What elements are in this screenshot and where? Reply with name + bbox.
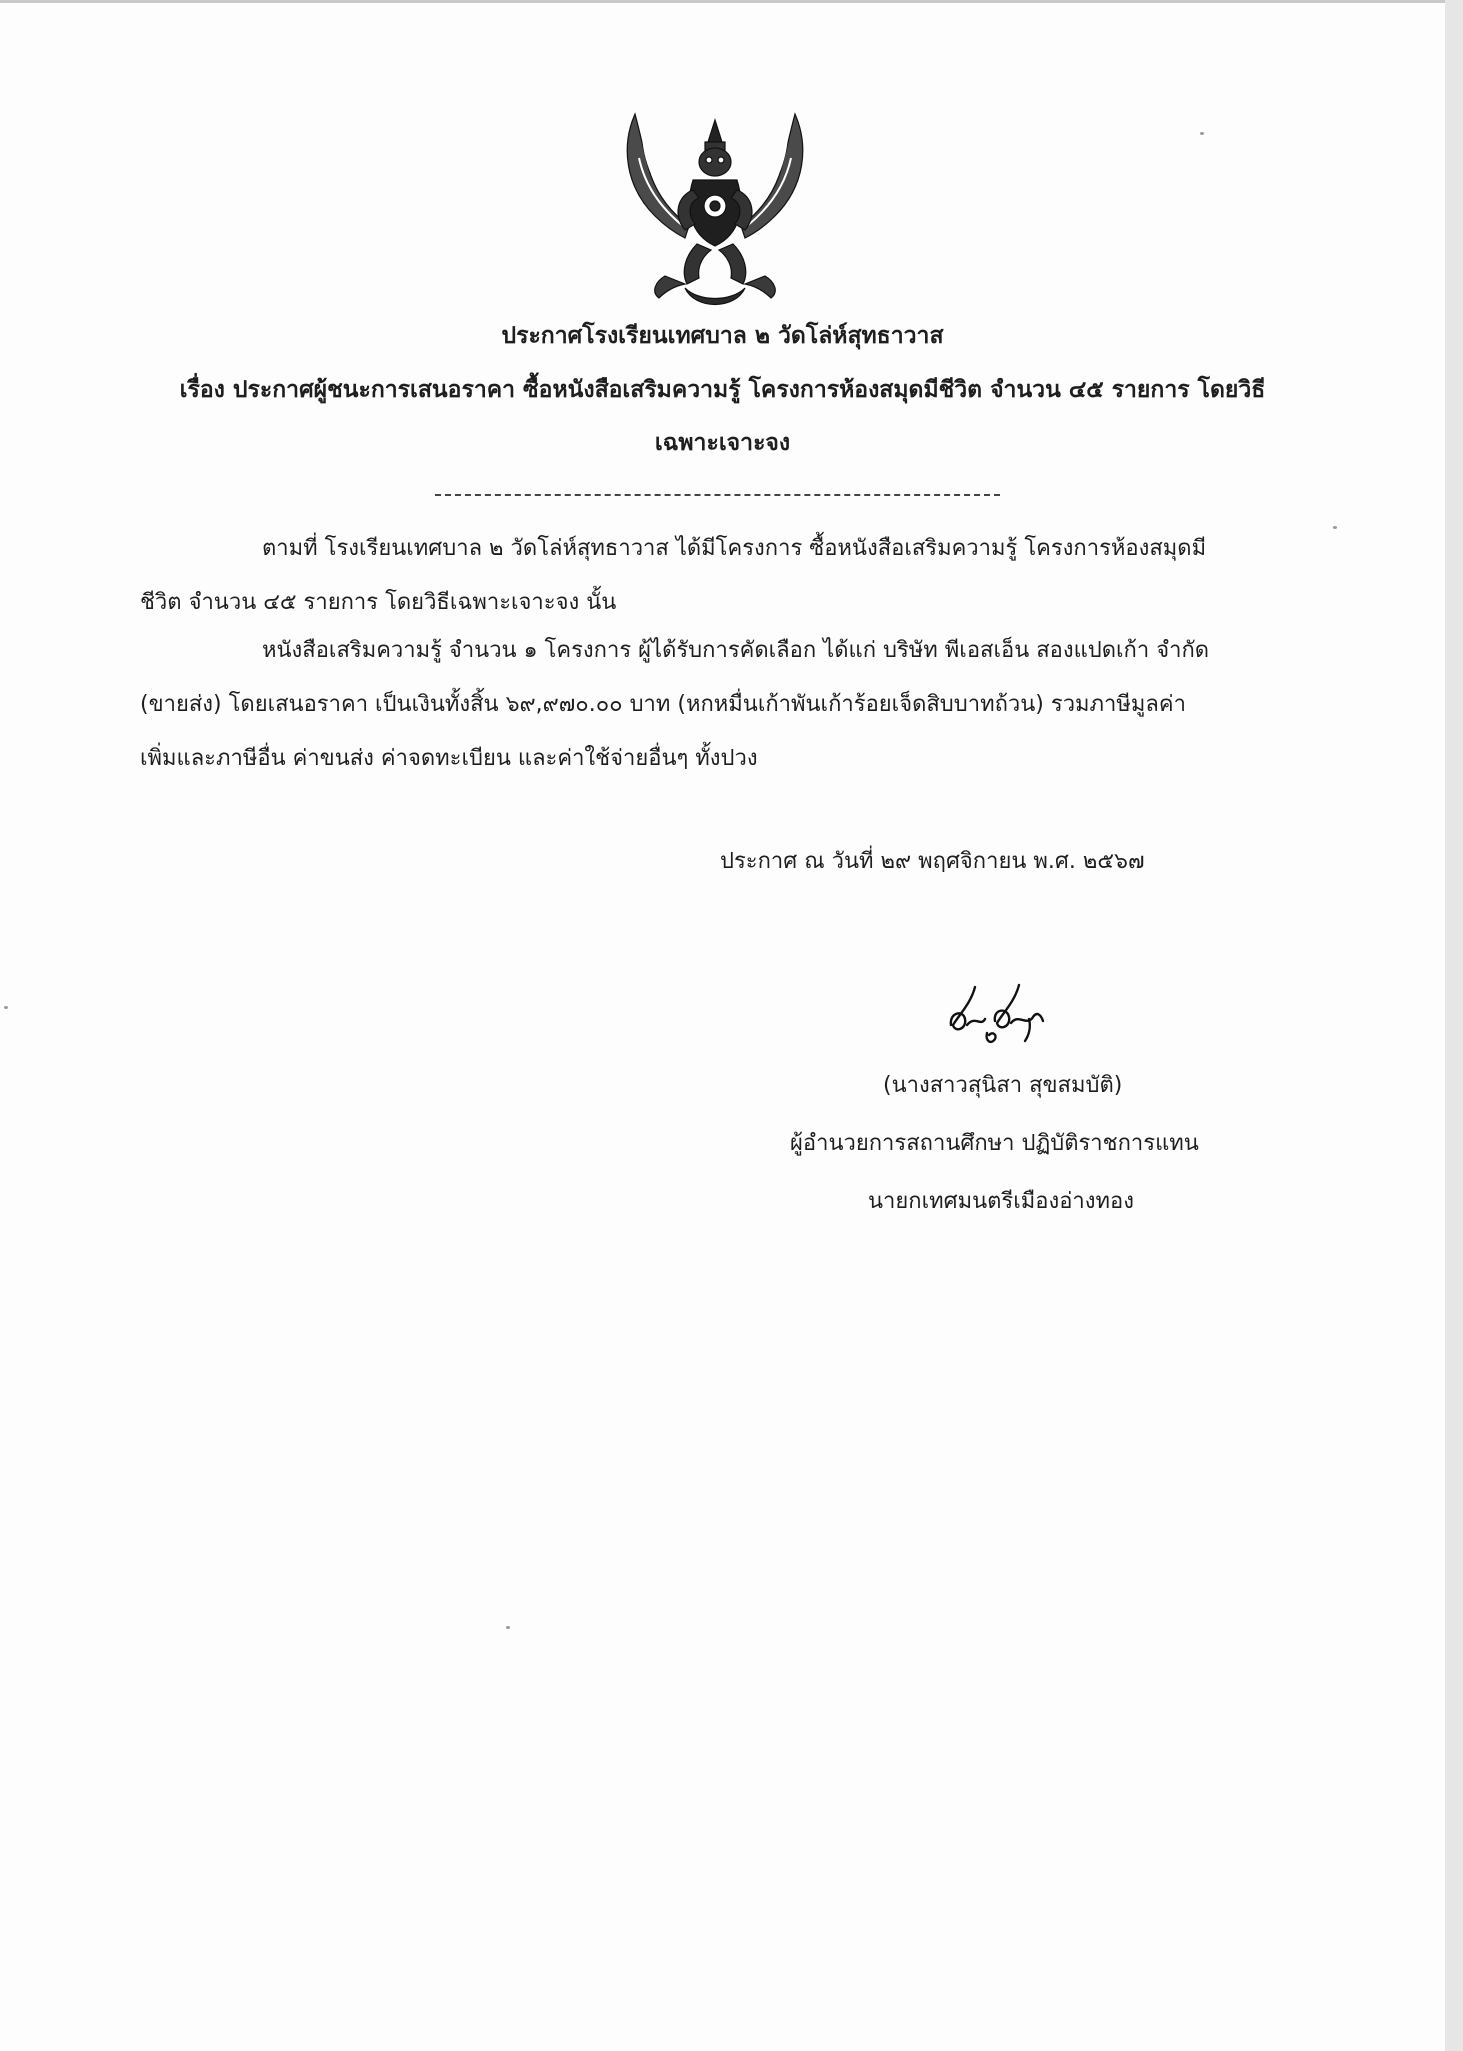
garuda-emblem-icon	[615, 106, 815, 316]
handwritten-signature	[945, 975, 1055, 1053]
announcement-title: ประกาศโรงเรียนเทศบาล ๒ วัดโล่ห์สุทธาวาส	[501, 323, 944, 349]
subject-line: เรื่อง ประกาศผู้ชนะการเสนอราคา ซื้อหนังสือเสริมความรู้ โครงการห้องสมุดมีชีวิต จำนวน ๔๕ รายการ โดยวิธี	[179, 377, 1266, 403]
body-paragraph-2-line-3: เพิ่มและภาษีอื่น ค่าขนส่ง ค่าจดทะเบียน และค่าใช้จ่ายอื่นๆ ทั้งปวง	[140, 746, 758, 771]
dashed-divider	[435, 494, 1000, 496]
page-right-edge	[1445, 0, 1463, 2051]
announcement-date: ประกาศ ณ วันที่ ๒๙ พฤศจิกายน พ.ศ. ๒๕๖๗	[720, 849, 1145, 874]
body-paragraph-2-line-2: (ขายส่ง) โดยเสนอราคา เป็นเงินทั้งสิ้น ๖๙,๙๗๐.๐๐ บาท (หกหมื่นเก้าพันเก้าร้อยเจ็ดสิบบาทถ้วน) รวมภาษีมูลค่า	[140, 692, 1186, 717]
signatory-position-continued: นายกเทศมนตรีเมืองอ่างทอง	[868, 1189, 1134, 1214]
subject-line-continued: เฉพาะเจาะจง	[654, 430, 791, 456]
scan-speck	[4, 1006, 8, 1009]
scan-speck	[1200, 132, 1204, 135]
signatory-name: (นางสาวสุนิสา สุขสมบัติ)	[883, 1073, 1123, 1098]
scan-speck	[506, 1626, 510, 1629]
body-paragraph-1-line-2: ชีวิต จำนวน ๔๕ รายการ โดยวิธีเฉพาะเจาะจง นั้น	[140, 590, 617, 615]
scan-speck	[1333, 526, 1337, 529]
signatory-position: ผู้อำนวยการสถานศึกษา ปฏิบัติราชการแทน	[790, 1131, 1199, 1156]
body-paragraph-1-line-1: ตามที่ โรงเรียนเทศบาล ๒ วัดโล่ห์สุทธาวาส ได้มีโครงการ ซื้อหนังสือเสริมความรู้ โครงการห้องสมุดมี	[262, 536, 1207, 561]
body-paragraph-2-line-1: หนังสือเสริมความรู้ จำนวน ๑ โครงการ ผู้ได้รับการคัดเลือก ได้แก่ บริษัท พีเอสเอ็น สองแปดเก้า จำกัด	[262, 638, 1210, 663]
page-top-edge	[0, 0, 1463, 3]
